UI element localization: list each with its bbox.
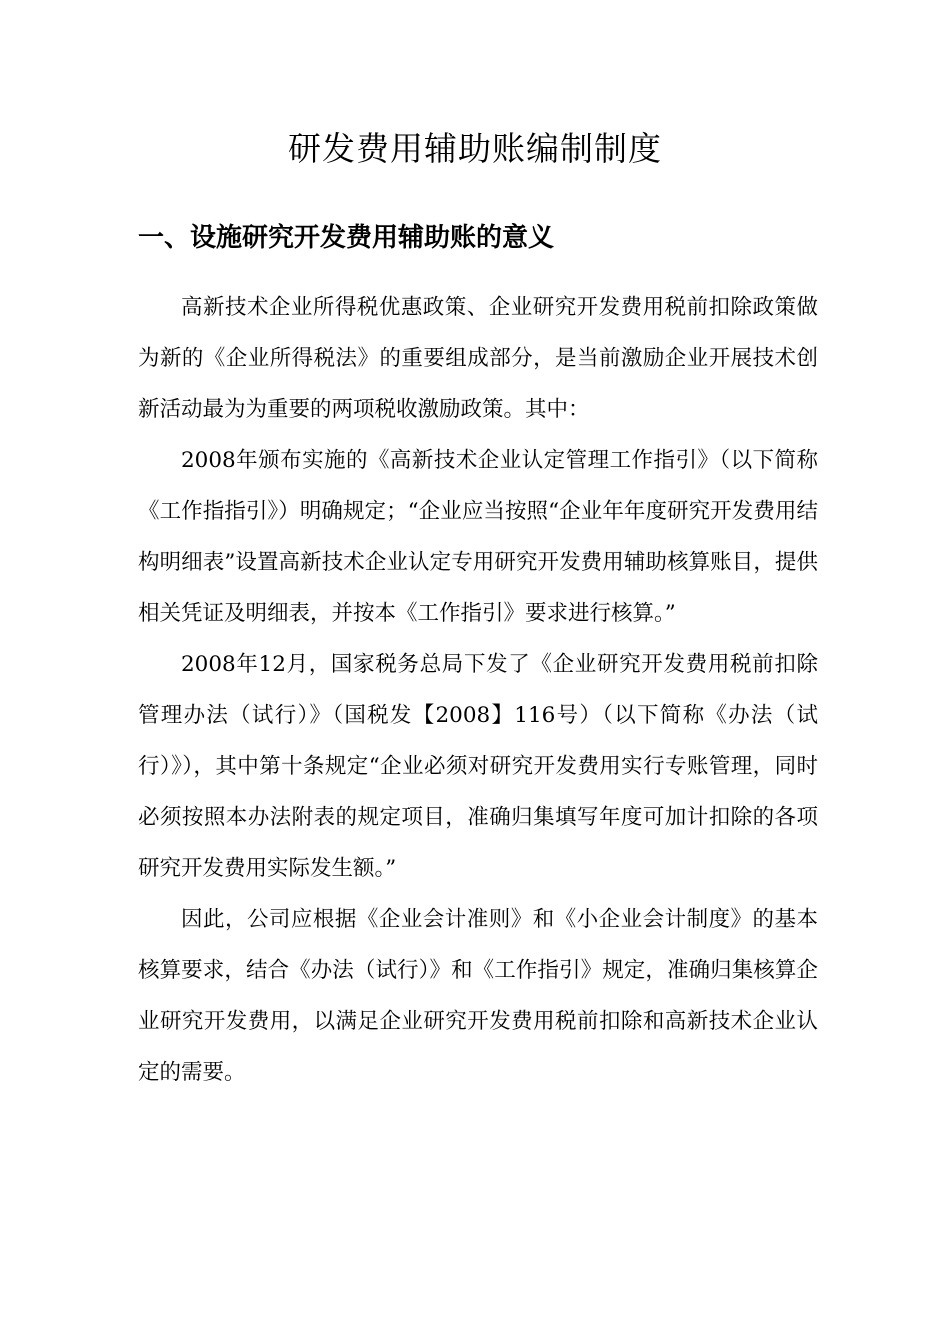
paragraph-4: 因此，公司应根据《企业会计准则》和《小企业会计制度》的基本核算要求，结合《办法（试行）》和《工作指引》规定，准确归集核算企业研究开发费用，以满足企业研究开发费用税前扣除和高新技术企业认定的需要。 — [138, 907, 818, 1085]
paragraph-3: 2008年12月，国家税务总局下发了《企业研究开发费用税前扣除管理办法（试行）》（国税发【2008】116号）（以下简称《办法（试行）》），其中第十条规定“企业必须对研究开发费用实行专账管理，同时必须按照本办法附表的规定项目，准确归集填写年度可加计扣除的各项研究开发费用实际发生额。” — [138, 652, 818, 881]
paragraph-1: 高新技术企业所得税优惠政策、企业研究开发费用税前扣除政策做为新的《企业所得税法》的重要组成部分，是当前激励企业开展技术创新活动最为为重要的两项税收激励政策。其中： — [138, 295, 818, 422]
document-title: 研发费用辅助账编制制度 — [288, 129, 662, 168]
body-text — [138, 282, 818, 1098]
paragraph-2: 2008年颁布实施的《高新技术企业认定管理工作指引》（以下简称《工作指指引》）明确规定；“企业应当按照“企业年年度研究开发费用结构明细表”设置高新技术企业认定专用研究开发费用辅助核算账目，提供相关凭证及明细表，并按本《工作指引》要求进行核算。” — [138, 448, 818, 626]
section-heading: 一、设施研究开发费用辅助账的意义 — [138, 223, 555, 253]
